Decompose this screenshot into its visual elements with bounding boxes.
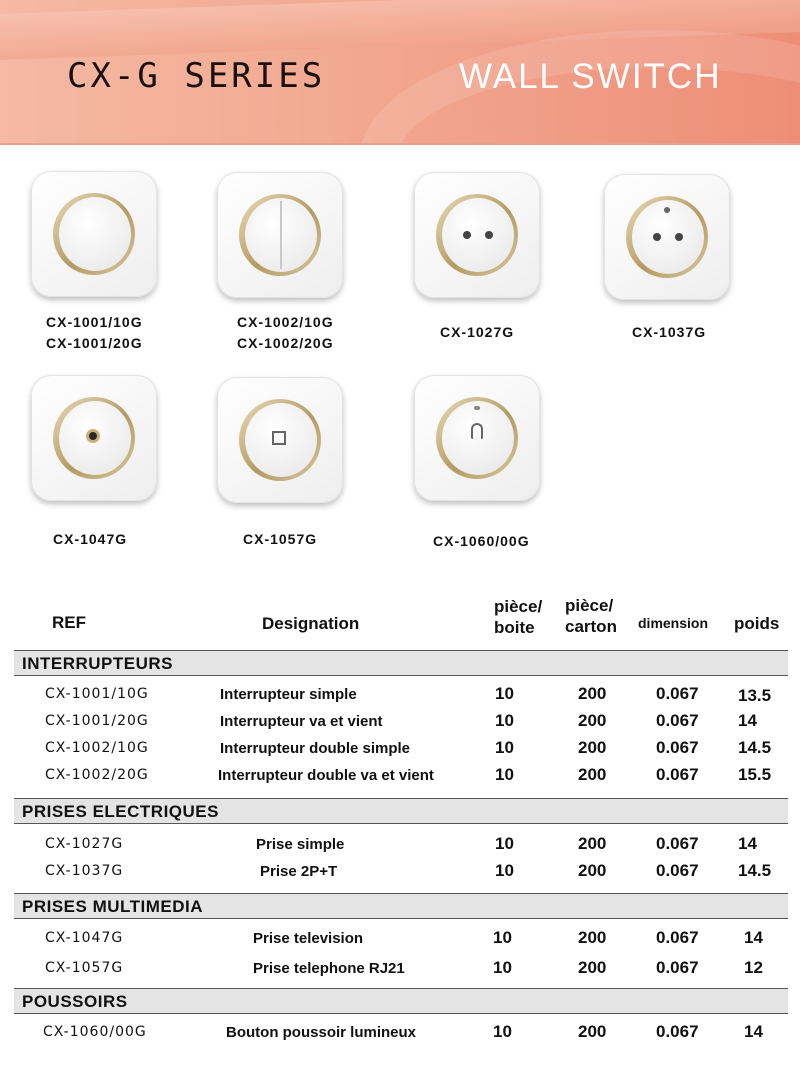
cell-ref: CX-1060/00G: [43, 1024, 147, 1040]
cell-ref: CX-1057G: [45, 960, 124, 976]
bell-push-icon: [414, 375, 540, 501]
product-label: CX-1057G: [243, 531, 318, 547]
cell-ref: CX-1027G: [45, 836, 124, 852]
cell-poids: 14: [738, 834, 757, 853]
product-label: CX-1002/10G: [237, 314, 334, 330]
cell-boite: 10: [495, 684, 514, 703]
product-label: CX-1001/10G: [46, 314, 143, 330]
header-banner: [0, 0, 800, 143]
cell-boite: 10: [493, 958, 512, 977]
product-label: CX-1001/20G: [46, 335, 143, 351]
cell-poids: 14: [738, 711, 757, 730]
header-dimension: dimension: [638, 615, 709, 631]
cell-carton: 200: [578, 834, 607, 853]
cell-dimension: 0.067: [656, 684, 699, 703]
cell-boite: 10: [495, 765, 514, 784]
double-switch-icon: [217, 172, 343, 298]
product-label: CX-1047G: [53, 531, 128, 547]
cell-dimension: 0.067: [656, 738, 699, 757]
cell-poids: 14: [744, 1022, 763, 1041]
cell-ref: CX-1002/10G: [45, 740, 149, 756]
cell-poids: 15.5: [738, 765, 772, 784]
cell-carton: 200: [578, 928, 607, 947]
cell-ref: CX-1002/20G: [45, 767, 149, 783]
phone-socket-icon: [217, 377, 343, 503]
cell-ref: CX-1001/10G: [45, 686, 149, 702]
section-prises-electriques: [14, 798, 788, 824]
banner-rule: [0, 143, 800, 145]
cell-poids: 12: [744, 958, 763, 977]
header-piece-boite: pièce/: [494, 597, 543, 616]
cell-carton: 200: [578, 1022, 607, 1041]
cell-dimension: 0.067: [656, 1022, 699, 1041]
cell-carton: 200: [578, 738, 607, 757]
cell-designation: Prise television: [253, 930, 364, 947]
header-ref: REF: [52, 613, 86, 632]
section-prises-multimedia: [14, 893, 788, 919]
section-title: PRISES MULTIMEDIA: [22, 897, 204, 916]
cell-dimension: 0.067: [656, 711, 699, 730]
cell-boite: 10: [495, 834, 514, 853]
cell-carton: 200: [578, 765, 607, 784]
cell-poids: 14.5: [738, 738, 772, 757]
socket-icon: [414, 172, 540, 298]
category-title: WALL SWITCH: [459, 57, 722, 96]
cell-poids: 14: [744, 928, 763, 947]
cell-boite: 10: [495, 738, 514, 757]
cell-dimension: 0.067: [656, 861, 699, 880]
single-switch-icon: [31, 171, 157, 297]
header-piece-carton: carton: [565, 617, 617, 636]
cell-designation: Prise 2P+T: [260, 863, 338, 880]
cell-dimension: 0.067: [656, 765, 699, 784]
cell-dimension: 0.067: [656, 834, 699, 853]
cell-ref: CX-1037G: [45, 863, 124, 879]
cell-boite: 10: [493, 928, 512, 947]
socket-earth-icon: [604, 174, 730, 300]
cell-designation: Prise simple: [256, 836, 345, 853]
cell-boite: 10: [495, 861, 514, 880]
cell-ref: CX-1001/20G: [45, 713, 149, 729]
cell-poids: 14.5: [738, 861, 772, 880]
cell-boite: 10: [493, 1022, 512, 1041]
product-label: CX-1027G: [440, 324, 515, 340]
section-poussoirs: [14, 988, 788, 1014]
cell-poids: 13.5: [738, 686, 772, 705]
cell-designation: Bouton poussoir lumineux: [226, 1024, 416, 1041]
section-title: INTERRUPTEURS: [22, 654, 174, 673]
cell-dimension: 0.067: [656, 928, 699, 947]
header-poids: poids: [734, 614, 780, 633]
header-piece-boite: boite: [494, 618, 535, 637]
cell-carton: 200: [578, 684, 607, 703]
header-designation: Designation: [262, 614, 360, 633]
cell-dimension: 0.067: [656, 958, 699, 977]
cell-boite: 10: [495, 711, 514, 730]
cell-ref: CX-1047G: [45, 930, 124, 946]
cell-designation: Interrupteur simple: [220, 686, 357, 703]
product-label: CX-1060/00G: [433, 533, 530, 549]
cell-carton: 200: [578, 711, 607, 730]
product-label: CX-1002/20G: [237, 335, 334, 351]
product-label: CX-1037G: [632, 324, 707, 340]
section-interrupteurs: [14, 650, 788, 676]
tv-socket-icon: [31, 375, 157, 501]
cell-designation: Interrupteur double va et vient: [218, 767, 434, 784]
cell-designation: Interrupteur va et vient: [220, 713, 383, 730]
cell-carton: 200: [578, 958, 607, 977]
section-title: POUSSOIRS: [22, 992, 128, 1011]
series-title: CX-G SERIES: [67, 56, 326, 96]
header-piece-carton: pièce/: [565, 596, 614, 615]
section-title: PRISES ELECTRIQUES: [22, 802, 219, 821]
cell-designation: Prise telephone RJ21: [253, 960, 405, 977]
cell-carton: 200: [578, 861, 607, 880]
cell-designation: Interrupteur double simple: [220, 740, 411, 757]
